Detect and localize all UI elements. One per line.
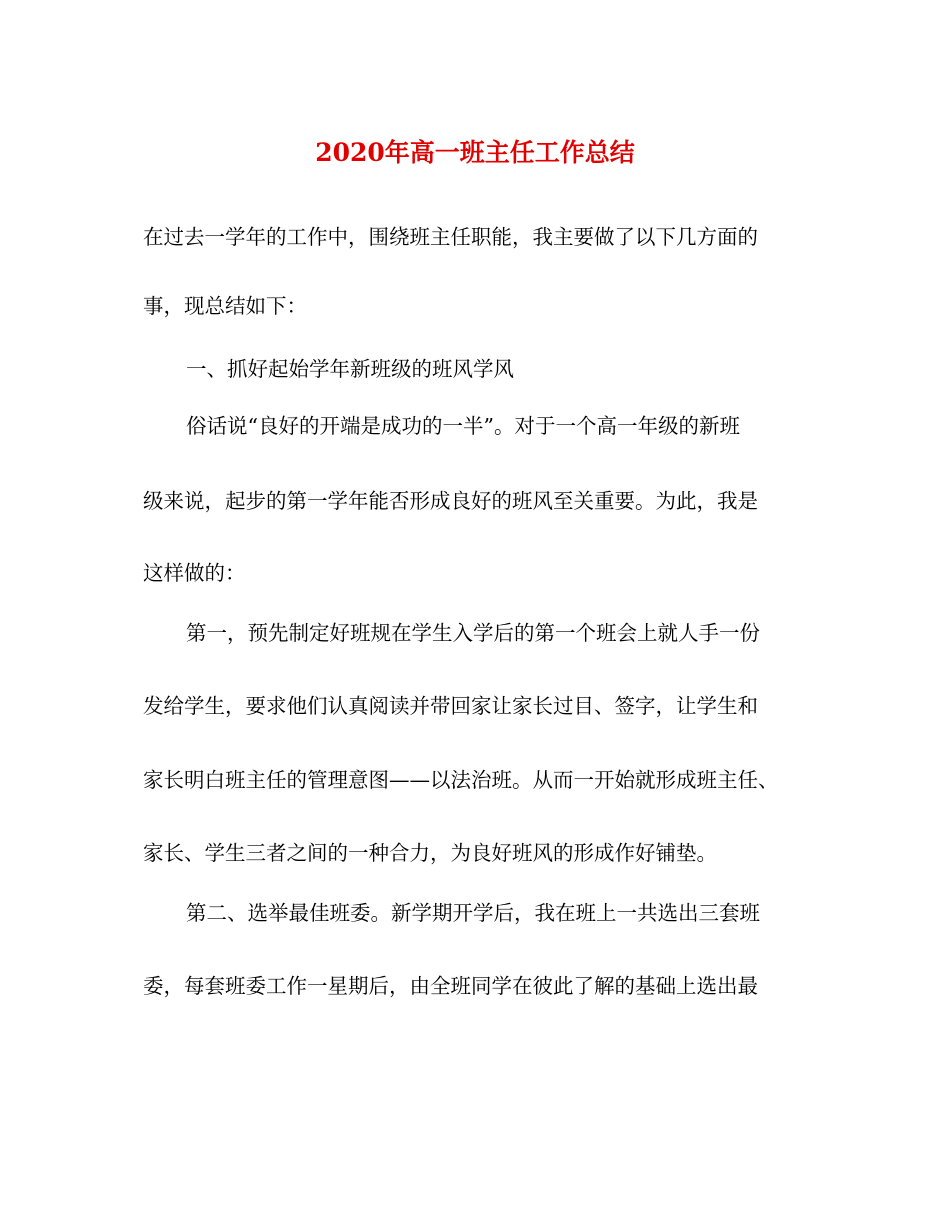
paragraph-line: 家长明白班主任的管理意图——以法治班。从而一开始就形成班主任、 [143, 768, 779, 792]
paragraph-line: 在过去一学年的工作中，围绕班主任职能，我主要做了以下几方面的 [143, 225, 758, 249]
paragraph-line: 发给学生，要求他们认真阅读并带回家让家长过目、签字，让学生和 [143, 694, 758, 718]
paragraph-line: 级来说，起步的第一学年能否形成良好的班风至关重要。为此，我是 [143, 489, 758, 513]
section-heading: 一、抓好起始学年新班级的班风学风 [186, 357, 514, 381]
paragraph-line: 第二、选举最佳班委。新学期开学后，我在班上一共选出三套班 [186, 901, 760, 925]
paragraph-line: 这样做的： [143, 561, 246, 585]
paragraph-line: 事，现总结如下： [143, 294, 307, 318]
paragraph-line: 第一，预先制定好班规在学生入学后的第一个班会上就人手一份 [186, 621, 760, 645]
paragraph-line: 委，每套班委工作一星期后，由全班同学在彼此了解的基础上选出最 [143, 974, 758, 998]
paragraph-line: 俗话说“良好的开端是成功的一半”。对于一个高一年级的新班 [186, 414, 740, 438]
document-title: 2020年高一班主任工作总结 [315, 138, 635, 167]
paragraph-line: 家长、学生三者之间的一种合力，为良好班风的形成作好铺垫。 [143, 841, 717, 865]
